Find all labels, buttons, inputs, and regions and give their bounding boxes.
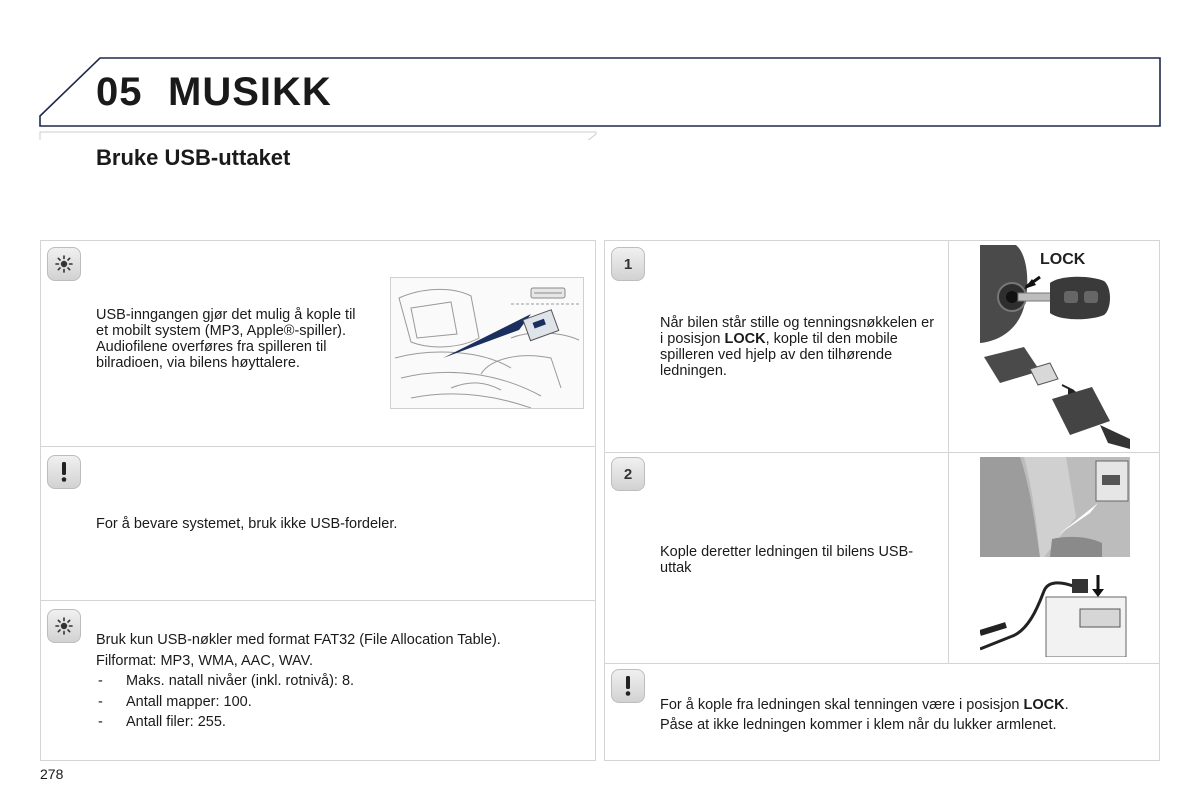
right-warning-lock: LOCK bbox=[1023, 697, 1065, 713]
left-divider-1 bbox=[41, 446, 595, 447]
warning-text: For å bevare systemet, bruk ikke USB-fordeler. bbox=[96, 516, 398, 532]
usb-plug-illustration bbox=[980, 347, 1130, 449]
right-warning-line1-before: For å kople fra ledningen skal tenningen være i posisjon bbox=[660, 697, 1024, 713]
step1-text-after: , kople til den mobile spilleren ved hjelp av den tilhørende ledningen. bbox=[660, 331, 898, 379]
step-2-badge: 2 bbox=[611, 457, 645, 491]
step2-text: Kople deretter ledningen til bilens USB-uttak bbox=[660, 544, 914, 576]
tip1-text: USB-inngangen gjør det mulig å kople til et mobilt system (MP3, Apple®-spiller). Audiofilene overføres fra spilleren til bilradioen, via bilens høyttalere. bbox=[96, 307, 356, 371]
exclamation-icon bbox=[47, 455, 81, 489]
bulb-icon bbox=[47, 609, 81, 643]
lock-label: LOCK bbox=[1040, 251, 1086, 268]
chapter-number: 05 bbox=[96, 70, 143, 114]
page-number: 278 bbox=[40, 766, 64, 782]
usb-port-illustration bbox=[980, 561, 1130, 657]
right-divider-2 bbox=[605, 663, 1159, 664]
chapter-title: MUSIKK bbox=[168, 70, 332, 114]
step1-text-before: Når bilen står stille og tenningsnøkkelen er i posisjon bbox=[660, 315, 935, 347]
step1-text bbox=[660, 315, 940, 379]
list-item: - Antall mapper: 100. bbox=[96, 692, 576, 713]
step-1-badge: 1 bbox=[611, 247, 645, 281]
right-column-divider bbox=[948, 241, 949, 663]
right-divider-1 bbox=[605, 452, 1159, 453]
list-item: - Maks. natall nivåer (inkl. rotnivå): 8. bbox=[96, 671, 576, 692]
left-divider-2 bbox=[41, 600, 595, 601]
bulb-icon bbox=[47, 247, 81, 281]
tip2-line2: Filformat: MP3, WMA, AAC, WAV. bbox=[96, 653, 313, 669]
section-title: Bruke USB-uttaket bbox=[96, 145, 291, 170]
right-warning-line2: Påse at ikke ledningen kommer i klem når du lukker armlenet. bbox=[660, 717, 1057, 733]
left-panel bbox=[40, 240, 596, 761]
console-usb-illustration bbox=[390, 277, 584, 409]
right-warning-line1 bbox=[660, 695, 1150, 715]
right-warning-line1-after: . bbox=[1064, 697, 1069, 713]
key-lock-illustration bbox=[980, 245, 1130, 343]
tip2-limits-list bbox=[96, 671, 576, 733]
exclamation-icon bbox=[611, 669, 645, 703]
armrest-illustration bbox=[980, 457, 1130, 557]
list-item: - Antall filer: 255. bbox=[96, 712, 576, 733]
step1-text-lock: LOCK bbox=[724, 331, 766, 347]
tip2-line1: Bruk kun USB-nøkler med format FAT32 (File Allocation Table). bbox=[96, 632, 501, 648]
right-panel bbox=[604, 240, 1160, 761]
